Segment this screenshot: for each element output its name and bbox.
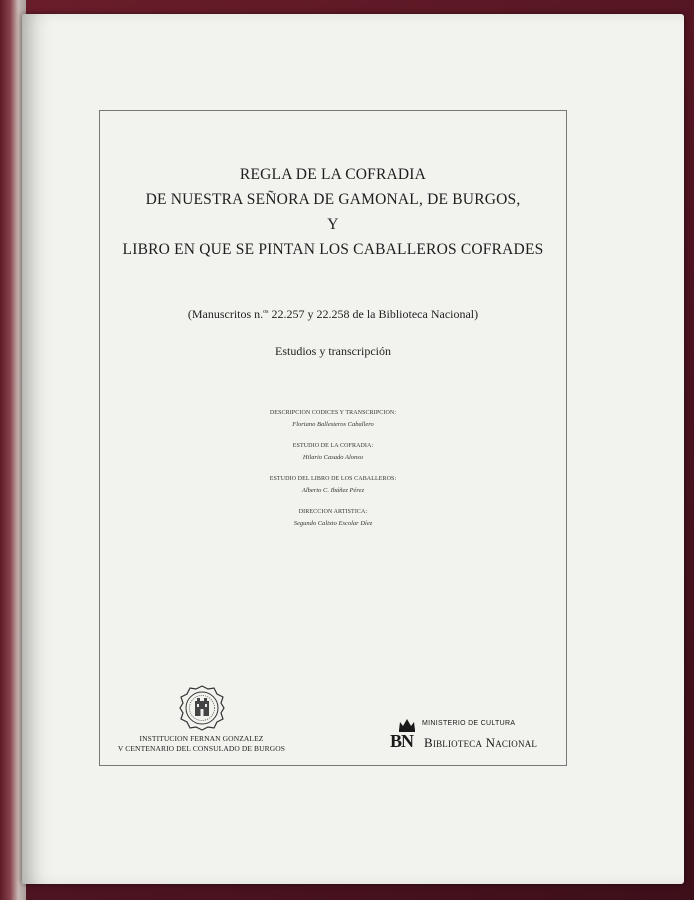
institution-text [99, 734, 304, 754]
credit-name: Alberto C. Ibáñez Pérez [301, 487, 365, 494]
studies-line: Estudios y transcripción [275, 344, 391, 358]
ministry-label: MINISTERIO DE CULTURA [422, 720, 516, 727]
bn-mark: BN [390, 731, 414, 751]
credit-role: ESTUDIO DEL LIBRO DE LOS CABALLEROS: [269, 476, 397, 482]
subtitle-after: 22.257 y 22.258 de la Biblioteca Nacional) [268, 307, 479, 321]
title-line: LIBRO EN QUE SE PINTAN LOS CABALLEROS COFRADES [122, 241, 544, 258]
credit-role: DESCRIPCION CODICES Y TRANSCRIPCION: [269, 410, 397, 416]
title-line: DE NUESTRA SEÑORA DE GAMONAL, DE BURGOS, [145, 191, 521, 208]
credits-list [99, 408, 567, 540]
title-line: REGLA DE LA COFRADIA [239, 166, 427, 183]
title-block [99, 162, 567, 262]
manuscript-subtitle [99, 307, 567, 322]
credit-name: Hilario Casado Alonso [302, 454, 364, 461]
credit-name: Floriano Ballesteros Caballero [292, 421, 374, 428]
subtitle-before: (Manuscritos n. [187, 307, 264, 321]
credit-item [99, 507, 567, 529]
title-line: Y [327, 216, 339, 233]
credit-item [99, 441, 567, 463]
library-name: Biblioteca Nacional [424, 735, 538, 750]
seal-icon [179, 685, 225, 731]
subtitle-superscript: os [263, 309, 269, 315]
crown-icon [398, 718, 416, 732]
institution-line: V CENTENARIO DEL CONSULADO DE BURGOS [117, 744, 286, 753]
credit-item [99, 408, 567, 430]
credit-role: ESTUDIO DE LA COFRADIA: [292, 443, 374, 449]
institution-line: INSTITUCION FERNAN GONZALEZ [139, 734, 264, 743]
credit-role: DIRECCION ARTISTICA: [298, 509, 368, 515]
credit-name: Segundo Calixto Escolar Díez [293, 520, 373, 527]
biblioteca-nacional-logo [390, 718, 560, 754]
credit-item [99, 474, 567, 496]
